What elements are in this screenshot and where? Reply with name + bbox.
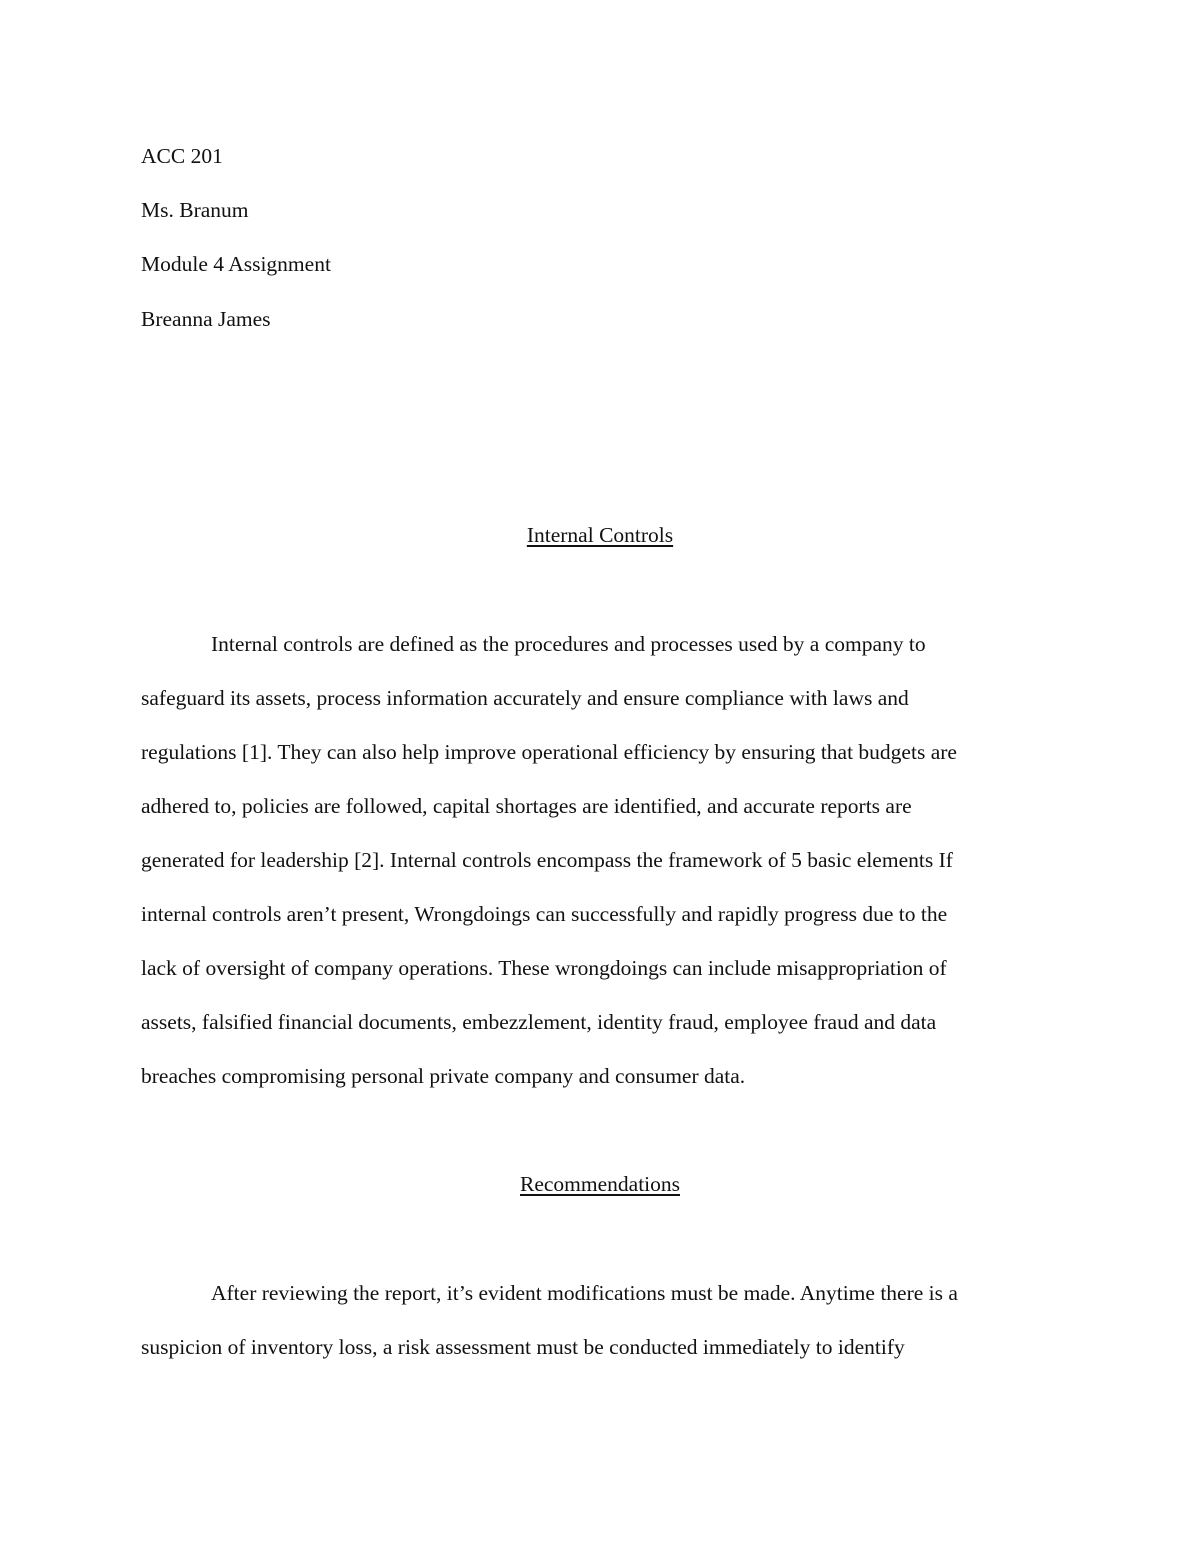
paragraph-line: generated for leadership [2]. Internal controls encompass the framework of 5 basic elements If xyxy=(141,848,953,872)
paragraph-line: suspicion of inventory loss, a risk assessment must be conducted immediately to identify xyxy=(141,1335,905,1359)
assignment-title: Module 4 Assignment xyxy=(141,252,331,276)
paragraph-line: regulations [1]. They can also help improve operational efficiency by ensuring that budgets are xyxy=(141,740,957,764)
section-heading-recommendations: Recommendations xyxy=(519,1172,681,1196)
paragraph-line: Internal controls are defined as the procedures and processes used by a company to xyxy=(211,632,926,656)
section-heading-internal-controls: Internal Controls xyxy=(526,523,674,547)
paragraph-line: After reviewing the report, it’s evident modifications must be made. Anytime there is a xyxy=(211,1281,958,1305)
paragraph-line: safeguard its assets, process information accurately and ensure compliance with laws and xyxy=(141,686,909,710)
paragraph-line: internal controls aren’t present, Wrongdoings can successfully and rapidly progress due to the xyxy=(141,902,948,926)
paragraph-line: breaches compromising personal private company and consumer data. xyxy=(141,1064,746,1088)
student-name: Breanna James xyxy=(141,307,271,331)
course-code: ACC 201 xyxy=(141,144,223,168)
paragraph-line: lack of oversight of company operations. These wrongdoings can include misappropriation of xyxy=(141,956,947,980)
paragraph-line: assets, falsified financial documents, embezzlement, identity fraud, employee fraud and data xyxy=(141,1010,937,1034)
paragraph-line: adhered to, policies are followed, capital shortages are identified, and accurate reports are xyxy=(141,794,912,818)
instructor-name: Ms. Branum xyxy=(141,198,249,222)
